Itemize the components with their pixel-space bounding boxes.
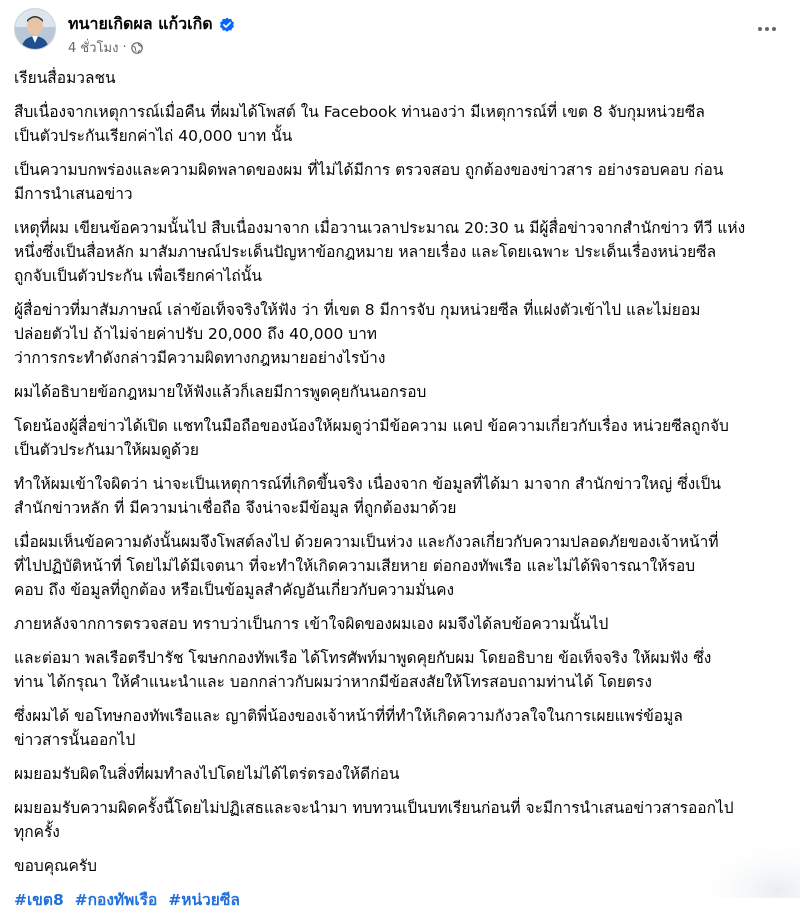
post-paragraph: ผมยอมรับผิดในสิ่งที่ผมทำลงไปโดยไม่ได้ไตร่ตรองให้ดีก่อน [14, 765, 400, 783]
post-paragraph: ภายหลังจากการตรวจสอบ ทราบว่าเป็นการ เข้าใจผิดของผมเอง ผมจึงได้ลบข้อความนั้นไป [14, 615, 609, 633]
hashtag-link[interactable]: #หน่วยซีล [168, 891, 240, 909]
verified-badge-icon [219, 17, 235, 33]
post-paragraph: และต่อมา พลเรือตรีปารัช โฆษกกองทัพเรือ ได้โทรศัพท์มาพูดคุยกับผม โดยอธิบาย ข้อเท็จจริง ให้ผมฟัง ซึ่ง ท่าน ได้กรุณา ให้คำแนะนำและ บอกกล่าวกับผมว่าหากมีข้อสงสัยให้โทรสอบถามท่านได้ โดยตรง [14, 649, 712, 691]
post-paragraph: เหตุที่ผม เขียนข้อความนั้นไป สืบเนื่องมาจาก เมื่อวานเวลาประมาณ 20:30 น มีผู้สื่อข่าวจากสำนักข่าว ทีวี แห่ง หนึ่งซึ่งเป็นสื่อหลัก มาสัมภาษณ์ประเด็นปัญหาข้อกฎหมาย หลายเรื่อง และโดยเฉพาะ ประเด็นเรื่องหน่วยซีล ถูกจับเป็นตัวประกัน เพื่อเรียกค่าไถ่นั้น [14, 219, 746, 285]
post-paragraph: เมื่อผมเห็นข้อความดังนั้นผมจึงโพสต์ลงไป ด้วยความเป็นห่วง และกังวลเกี่ยวกับความปลอดภัยของเจ้าหน้าที่ ที่ไปปฏิบัติหน้าที่ โดยไม่ได้มีเจตนา ที่จะทำให้เกิดความเสียหาย ต่อกองทัพเรือ และไม่ได้พิจารณาให้รอบ คอบ ถึง ข้อมูลที่ถูกต้อง หรือเป็นข้อมูลสำคัญอันเกี่ยวกับความมั่นคง [14, 533, 719, 599]
post-paragraph: สืบเนื่องจากเหตุการณ์เมื่อคืน ที่ผมได้โพสต์ ใน Facebook ท่านองว่า มีเหตุการณ์ที่ เขต 8 จับกุมหน่วยซีล เป็นตัวประกันเรียกค่าไถ่ 40,000 บาท นั้น [14, 103, 705, 145]
post-paragraph: ขอบคุณครับ [14, 857, 98, 875]
author-name[interactable]: ทนายเกิดผล แก้วเกิด [68, 14, 213, 33]
post-paragraph: โดยน้องผู้สื่อข่าวได้เปิด แชทในมือถือของน้องให้ผมดูว่ามีข้อความ แคป ข้อความเกี่ยวกับเรื่อง หน่วยซีลถูกจับ เป็นตัวประกันมาให้ผมดูด้วย [14, 417, 729, 459]
post-paragraph: เรียนสื่อมวลชน [14, 69, 116, 87]
post-paragraph: เป็นความบกพร่องและความผิดพลาดของผม ที่ไม่ได้มีการ ตรวจสอบ ถูกต้องของข่าวสาร อย่างรอบคอบ ก่อน มีการนำเสนอข่าว [14, 161, 724, 203]
meta-separator: · [122, 40, 127, 55]
author-row [68, 12, 235, 37]
post-paragraph: ทำให้ผมเข้าใจผิดว่า น่าจะเป็นเหตุการณ์ที่เกิดขึ้นจริง เนื่องจาก ข้อมูลที่ได้มา มาจาก สำนักข่าวใหญ่ ซึ่งเป็น สำนักข่าวหลัก ที่ มีความน่าเชื่อถือ จึงน่าจะมีข้อมูล ที่ถูกต้องมาด้วย [14, 475, 721, 517]
post-paragraph: ผมได้อธิบายข้อกฎหมายให้ฟังแล้วก็เลยมีการพูดคุยกันนอกรอบ [14, 383, 427, 401]
post-paragraph: ผมยอมรับความผิดครั้งนี้โดยไม่ปฏิเสธและจะนำมา ทบทวนเป็นบทเรียนก่อนที่ จะมีการนำเสนอข่าวสารออกไป ทุกครั้ง [14, 799, 734, 841]
more-horizontal-icon [757, 17, 777, 36]
hashtag-list [14, 888, 792, 912]
post-paragraph: ซึ่งผมได้ ขอโทษกองทัพเรือและ ญาติพี่น้องของเจ้าหน้าที่ที่ทำให้เกิดความกังวลใจในการเผยแพร่ข้อมูล ข่าวสารนั้นออกไป [14, 707, 683, 749]
post-paragraph: ผู้สื่อข่าวที่มาสัมภาษณ์ เล่าข้อเท็จจริงให้ฟัง ว่า ที่เขต 8 มีการจับ กุมหน่วยซีล ที่แฝงตัวเข้าไป และไม่ยอม ปล่อยตัวไป ถ้าไม่จ่ายค่าปรับ 20,000 ถึง 40,000 บาท ว่าการกระทำดังกล่าวมีความผิดทางกฎหมายอย่างไรบ้าง [14, 301, 701, 367]
post-meta [68, 37, 143, 58]
hashtag-link[interactable]: #เขต8 [14, 891, 64, 909]
post-body [14, 66, 792, 912]
post-time[interactable]: 4 ชั่วโมง [68, 41, 119, 56]
hashtag-link[interactable]: #กองทัพเรือ [74, 891, 158, 909]
globe-icon[interactable] [131, 42, 143, 54]
avatar[interactable] [14, 8, 56, 50]
more-options-button[interactable] [752, 14, 782, 38]
post-header [14, 6, 786, 58]
